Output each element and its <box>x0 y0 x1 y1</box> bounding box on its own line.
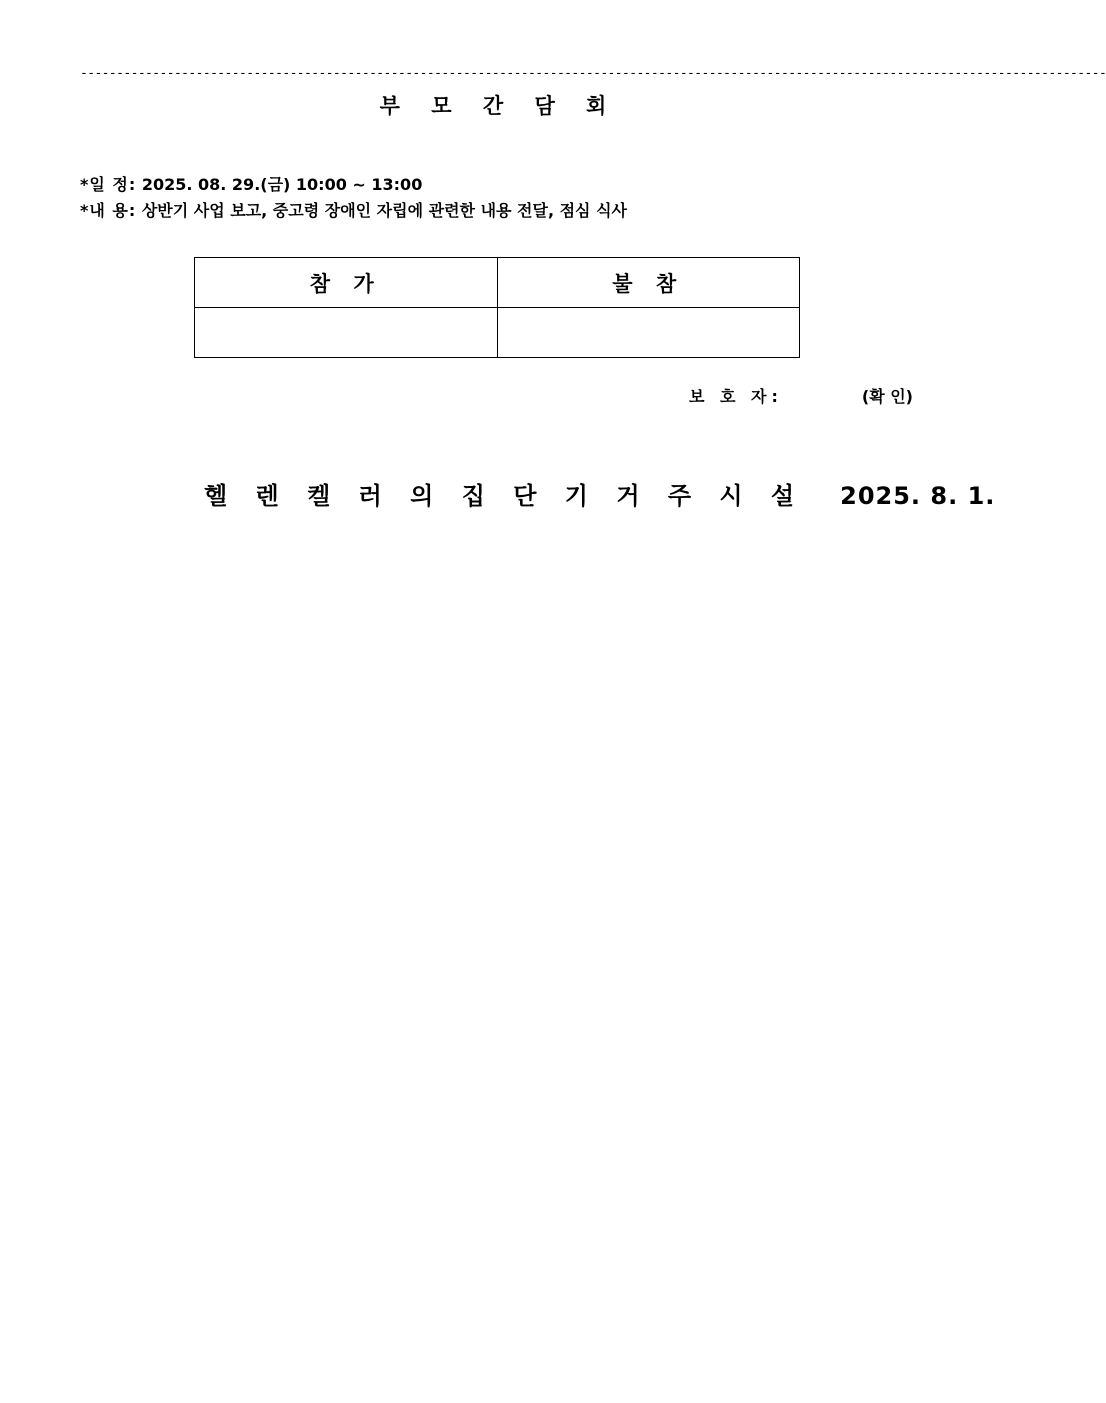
attend-check-cell[interactable] <box>195 308 498 358</box>
schedule-line <box>80 172 422 195</box>
guardian-signature-line <box>689 384 913 407</box>
content-line <box>80 198 627 221</box>
cut-line: ---------------------------------------------------------------------------------------------------------------------------------------------- <box>80 66 1106 81</box>
guardian-label: 보 호 자: <box>689 387 783 406</box>
organization-name: 헬 렌 켈 러 의 집 단 기 거 주 시 설 <box>204 482 805 510</box>
absent-header: 불 참 <box>497 258 800 308</box>
attendance-table <box>194 257 800 358</box>
attend-header: 참 가 <box>195 258 498 308</box>
footer <box>204 476 995 511</box>
content-value: 상반기 사업 보고, 중고령 장애인 자립에 관련한 내용 전달, 점심 식사 <box>141 201 628 220</box>
content-label: *내 용: <box>80 201 137 220</box>
schedule-label: *일 정: <box>80 175 137 194</box>
attendance-check-row <box>195 308 800 358</box>
attendance-header-row <box>195 258 800 308</box>
page-title: 부 모 간 담 회 <box>379 94 619 118</box>
issue-date: 2025. 8. 1. <box>840 482 996 510</box>
absent-check-cell[interactable] <box>497 308 800 358</box>
schedule-value: 2025. 08. 29.(금) 10:00 ~ 13:00 <box>141 175 423 194</box>
guardian-confirm: (확 인) <box>861 387 913 406</box>
